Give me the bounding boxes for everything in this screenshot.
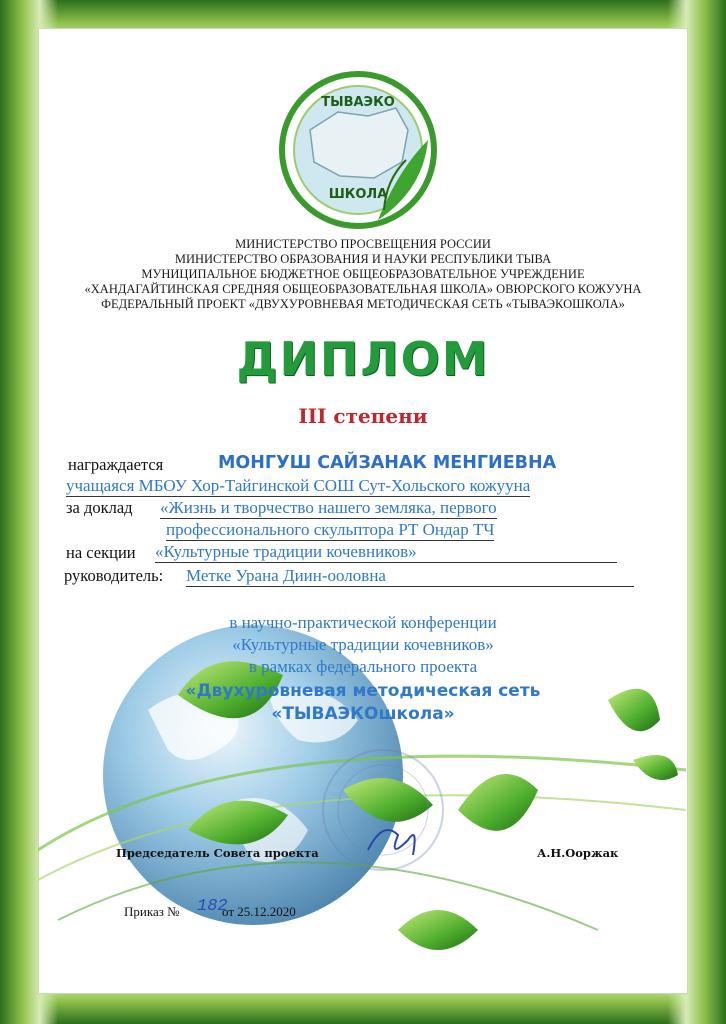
signatory-name: А.Н.Ооржак — [537, 846, 619, 860]
svg-text:ШКОЛА: ШКОЛА — [328, 187, 388, 202]
conference-line-1: в научно-практической конференции — [229, 613, 497, 632]
diploma-title: ДИПЛОМ — [236, 332, 490, 386]
diploma-degree: III степени — [298, 404, 428, 428]
supervisor-value: Метке Урана Диин-ооловна — [186, 566, 634, 587]
header-school-line: «ХАНДАГАЙТИНСКАЯ СРЕДНЯЯ ОБЩЕОБРАЗОВАТЕЛЬНАЯ ШКОЛА» ОВЮРСКОГО КОЖУУНА — [84, 282, 642, 296]
conference-line-5: «ТЫВАЭКОшкола» — [271, 704, 455, 724]
conference-line-3: в рамках федерального проекта — [248, 657, 478, 676]
supervisor-label: руководитель: — [64, 566, 164, 585]
header-institution-line: МУНИЦИПАЛЬНОЕ БЮДЖЕТНОЕ ОБЩЕОБРАЗОВАТЕЛЬНОЕ УЧРЕЖДЕНИЕ — [141, 267, 585, 281]
section-value: «Культурные традиции кочевников» — [155, 542, 617, 563]
signatory-position: Председатель Совета проекта — [116, 846, 319, 860]
header-ministry-line-2: МИНИСТЕРСТВО ОБРАЗОВАНИЯ И НАУКИ РЕСПУБЛИКИ ТЫВА — [174, 252, 552, 266]
order-prefix: Приказ № — [124, 904, 180, 919]
report-title-line-1: «Жизнь и творчество нашего земляка, первого — [160, 498, 497, 517]
order-number: 182 — [197, 897, 228, 916]
svg-text:ТЫВАЭКО: ТЫВАЭКО — [321, 95, 395, 110]
tyvaeco-school-logo — [278, 70, 438, 230]
conference-line-2: «Культурные традиции кочевников» — [232, 635, 494, 654]
order-date: от 25.12.2020 — [222, 904, 296, 919]
report-label: за доклад — [66, 498, 133, 517]
awarded-label: награждается — [68, 455, 164, 474]
recipient-name: МОНГУШ САЙЗАНАК МЕНГИЕВНА — [218, 453, 557, 473]
header-project-line: ФЕДЕРАЛЬНЫЙ ПРОЕКТ «ДВУХУРОВНЕВАЯ МЕТОДИЧЕСКАЯ СЕТЬ «ТЫВАЭКОШКОЛА» — [101, 297, 625, 311]
student-info: учащаяся МБОУ Хор-Тайгинской СОШ Сут-Хольского кожууна — [66, 476, 531, 495]
header-ministry-line-1: МИНИСТЕРСТВО ПРОСВЕЩЕНИЯ РОССИИ — [235, 237, 491, 251]
logo-emblem-icon — [278, 70, 438, 230]
report-title-line-2: профессионального скульптора РТ Ондар ТЧ — [166, 520, 495, 539]
section-label: на секции — [66, 543, 136, 562]
conference-line-4: «Двухуровневая методическая сеть — [185, 681, 541, 701]
